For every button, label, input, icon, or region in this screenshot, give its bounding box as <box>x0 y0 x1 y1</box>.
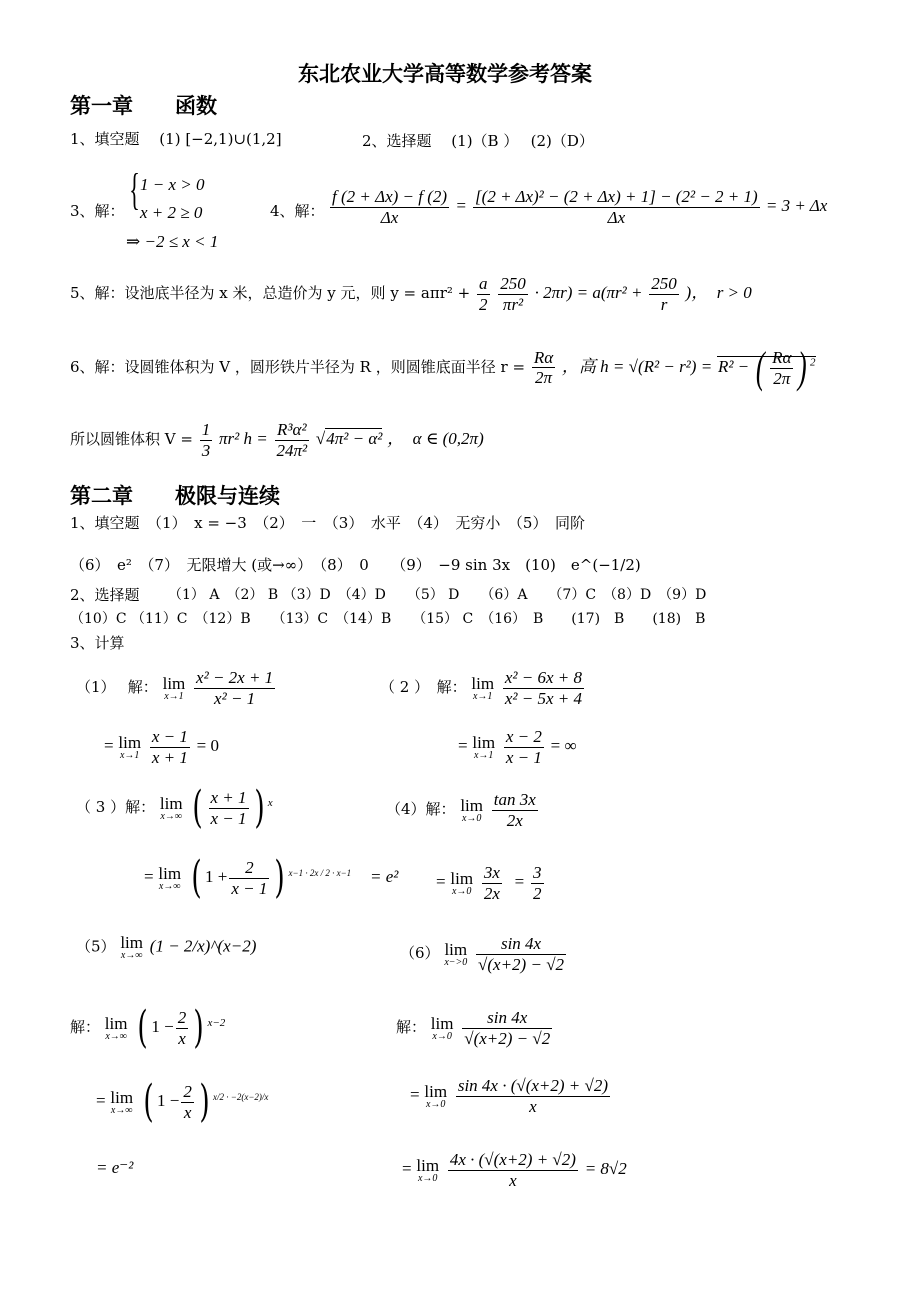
fraction <box>194 668 275 708</box>
lim-sub: x−>0 <box>444 956 468 968</box>
ch1-q4-label: 4、解： <box>270 202 325 220</box>
numerator: R³α² <box>275 420 310 441</box>
p5-statement <box>76 934 256 961</box>
numerator: 4x · (√(x+2) + √2) <box>449 1150 576 1169</box>
numerator: a <box>479 274 488 293</box>
fraction <box>498 274 528 314</box>
denominator: x <box>529 1096 537 1116</box>
q6-text: 6、解：设圆锥体积为 V ，圆形铁片半径为 R ，则圆锥底面半径 r = <box>70 357 526 376</box>
numerator: tan 3x <box>493 790 536 809</box>
p4-row2: = lim x→0 $\frac{3x}{2x}$ = $\frac{3}{2}$ <box>436 863 542 903</box>
sol5-result: = e⁻² <box>96 1158 134 1177</box>
lim-sub: x→∞ <box>158 880 181 892</box>
fraction <box>532 348 555 388</box>
lim-word: lim <box>118 732 142 752</box>
fraction <box>482 863 502 903</box>
denominator: x <box>183 1102 192 1122</box>
numerator: x + 1 <box>210 787 247 807</box>
lim <box>160 795 183 822</box>
equals: = <box>514 872 525 892</box>
lim <box>158 865 181 892</box>
paren-left: ( <box>756 343 766 392</box>
page-title: 东北农业大学高等数学参考答案 <box>298 62 592 86</box>
ch1-q3-line3: ⇒ −2 ≤ x < 1 <box>126 232 219 251</box>
p5-label: （5） <box>76 937 116 956</box>
q5-text: 5、解：设池底半径为 x 米，总造价为 y 元，则 y = aπr² + <box>70 284 471 303</box>
lim <box>471 675 494 702</box>
p4-label: （4）解： <box>386 800 456 819</box>
lim-sub: x→0 <box>417 1172 438 1184</box>
paren-left: ( <box>192 782 204 833</box>
denominator: x² − 1 <box>214 688 256 708</box>
sol6-result: = 8√2 <box>584 1159 627 1179</box>
sol5-exponent: x−2 <box>207 1017 226 1029</box>
denominator: x − 1 <box>231 878 268 898</box>
paren-right: ) <box>274 852 286 903</box>
sqrt-text: R² − <box>717 356 754 376</box>
denominator: 3 <box>201 440 211 460</box>
fraction <box>176 1008 189 1048</box>
fraction <box>229 858 269 898</box>
ch1-q7: 所以圆锥体积 V = $\frac{1}{3}$ πr² h = $\frac{\text{R³α²}}{\text{24π²}}$ √4π² − α² ， α ∈ (0,2π) <box>70 420 484 460</box>
lim <box>105 1015 128 1042</box>
p1-row1 <box>76 668 277 708</box>
paren-left: ( <box>191 852 202 903</box>
numerator: x − 1 <box>151 727 188 746</box>
q6-height: ，高 h = √(R² − r²) = <box>561 356 713 376</box>
denominator: 2x <box>483 883 500 903</box>
sol5-label: 解： <box>70 1018 101 1036</box>
sol6-label: 解： <box>396 1018 427 1037</box>
denominator: 2x <box>506 810 523 830</box>
q7-mid: πr² h = <box>219 429 268 449</box>
p5-expr: (1 − 2/x)^(x−2) <box>149 936 257 956</box>
fraction <box>181 1082 194 1122</box>
ch2-choice-line2: （10）C （11）C （12）B （13）C （14）B （15） C （16） B (17) B (18) B <box>70 611 706 627</box>
paren-left: ( <box>143 1076 154 1127</box>
p1-row2: = lim x→1 $\frac{x - 1}{x + 1}$ = 0 <box>104 727 219 767</box>
ch2-fill-line1: 1、填空题 （1） x = −3 （2） 一 （3） 水平 （4） 无穷小 （5） 同阶 <box>70 514 585 532</box>
lim <box>118 734 141 761</box>
denominator: 2π <box>534 368 552 388</box>
lim-sub: x→1 <box>164 690 184 702</box>
q7-sqrt: 4π² − α² <box>326 429 383 449</box>
denominator: x − 1 <box>505 747 542 767</box>
ch2-calc-label: 3、计算 <box>70 634 125 652</box>
q7-text: 所以圆锥体积 V = <box>70 430 193 449</box>
denominator: 2 <box>533 883 542 903</box>
numerator: 2 <box>177 1007 187 1027</box>
denominator: 2 <box>479 294 488 314</box>
denominator: √(x+2) − √2 <box>464 1028 551 1048</box>
ch1-q1: 1、填空题 (1) [−2,1)∪(1,2] <box>70 130 282 148</box>
brace-left: { <box>129 165 140 214</box>
lim <box>120 934 143 961</box>
p2-row2: = lim x→1 $\frac{x - 2}{x - 1}$ = ∞ <box>458 727 577 767</box>
fraction <box>209 788 249 828</box>
lim <box>450 870 473 897</box>
ch1-q3-label: 3、解： <box>70 202 125 220</box>
lim-word: lim <box>472 732 496 752</box>
lim-sub: x→1 <box>473 749 494 761</box>
p4-row1 <box>386 790 540 830</box>
lim-sub: x→1 <box>119 749 140 761</box>
ch2-choice-label: 2、选择题 <box>70 586 140 604</box>
numerator: [(2 + Δx)² − (2 + Δx) + 1] − (2² − 2 + 1) <box>475 187 758 206</box>
numerator: 3 <box>533 863 542 882</box>
lim-word: lim <box>159 793 183 813</box>
lim-word: lim <box>162 673 186 693</box>
lim-word: lim <box>416 1155 440 1175</box>
numerator: 1 <box>201 420 211 439</box>
lim-word: lim <box>460 795 483 815</box>
numerator: sin 4x <box>462 1008 552 1029</box>
lim-word: lim <box>110 1087 134 1107</box>
fraction <box>200 420 213 460</box>
ch1-q4-expr: $\frac{f (2 + \Delta x) - f (2)}{\Delta x}$ = $\frac{\text{[(2 + Δx)² − (2 + Δx) + 1] − (2² − 2 + 1)}}{\Delta x}$ = 3 + Δx <box>332 187 828 227</box>
numerator: f (2 + Δx) − f (2) <box>332 187 448 206</box>
q7-tail: ， α ∈ (0,2π) <box>387 429 484 449</box>
ch1-q2: 2、选择题 (1)（B ） (2)（D） <box>362 132 594 150</box>
p2-row1 <box>380 668 586 708</box>
fraction <box>492 790 538 830</box>
numerator: 250 <box>651 274 677 293</box>
exponent: 2 <box>810 356 816 369</box>
p6-label: （6） <box>400 944 440 963</box>
ch1-q3-line2: x + 2 ≥ 0 <box>140 203 203 222</box>
result: = 3 + Δx <box>765 195 828 215</box>
p3-row1: （ 3 ）解： lim x→∞ ( $\frac{x + 1}{x - 1}$ ) $^x$ <box>76 782 273 833</box>
numerator: 2 <box>229 858 269 879</box>
p2-label: （ 2 ） 解： <box>380 678 467 697</box>
denominator: x <box>509 1170 517 1190</box>
lim-word: lim <box>471 673 495 693</box>
q5-tail: )， r > 0 <box>685 283 752 303</box>
fraction <box>476 934 566 974</box>
lim <box>444 941 467 968</box>
ch1-q6 <box>70 343 816 392</box>
paren-right: ) <box>199 1076 210 1127</box>
denominator: 2π <box>773 368 791 388</box>
lim-sub: x→∞ <box>105 1030 127 1042</box>
ch1-q5 <box>70 274 752 314</box>
denominator: Δx <box>380 207 399 227</box>
sol6-row2: = lim x→0 $\frac{\sin 4x \cdot (√(x+2) + √2)}{x}$ <box>410 1076 609 1116</box>
chapter1-heading: 第一章 函数 <box>70 94 217 118</box>
paren-right: ) <box>193 1002 205 1053</box>
numerator: 250 <box>500 274 526 293</box>
numerator: sin 4x <box>476 934 566 955</box>
denominator: x − 1 <box>210 808 247 828</box>
paren-right: ) <box>253 782 265 833</box>
q5-mid: · 2πr) = a(πr² + <box>534 283 643 303</box>
denominator: x <box>178 1028 186 1048</box>
p3-label: （ 3 ）解： <box>76 798 156 816</box>
p2-result: = ∞ <box>550 736 577 756</box>
sol5-exponent2: x/2 · −2(x−2)/x <box>213 1092 269 1102</box>
fraction <box>330 187 449 227</box>
numerator: x² − 2x + 1 <box>196 668 274 687</box>
lim <box>472 734 495 761</box>
lim-word: lim <box>158 863 182 883</box>
sol6-row3: = lim x→0 $\frac{4x \cdot (√(x+2) + √2)}{x}$ = 8√2 <box>402 1150 627 1190</box>
fraction <box>503 668 584 708</box>
paren-right: ) <box>798 343 808 392</box>
lim-word: lim <box>444 939 468 959</box>
fraction <box>456 1076 610 1116</box>
sol5-row1: 解： lim x→∞ ( 1 − $\frac{2}{x}$ ) $^{x-2}$ <box>70 1002 226 1053</box>
fraction <box>770 348 793 388</box>
denominator: √(x+2) − √2 <box>478 954 565 974</box>
p3-row2: = lim x→∞ ( 1 + $\frac{2}{x - 1}$ ) $^{x-1 \cdot 2x / 2 \cdot x-1}$ = e² <box>144 852 399 903</box>
lim-word: lim <box>104 1013 128 1033</box>
fraction <box>473 187 760 227</box>
p6-statement <box>400 934 568 974</box>
lim-sub: x→∞ <box>120 950 143 961</box>
p3-result: = e² <box>369 867 399 886</box>
denominator: x + 1 <box>151 747 188 767</box>
numerator: Rα <box>533 347 554 367</box>
lim-sub: x→0 <box>425 1098 446 1110</box>
denominator: x² − 5x + 4 <box>504 688 582 708</box>
lim-sub: x→0 <box>461 812 482 824</box>
numerator: x − 2 <box>505 727 542 746</box>
denominator: 24π² <box>276 440 308 460</box>
fraction <box>150 727 190 767</box>
lim <box>424 1083 447 1110</box>
lim-sub: x→0 <box>451 885 472 897</box>
numerator: x² − 6x + 8 <box>504 668 582 687</box>
p1-label: （1） 解： <box>76 678 158 697</box>
fraction <box>448 1150 578 1190</box>
lim-sub: x→0 <box>432 1030 452 1042</box>
lim-word: lim <box>430 1013 454 1033</box>
lim <box>416 1157 439 1184</box>
numerator: 3x <box>483 863 500 882</box>
lim <box>431 1015 454 1042</box>
lim-word: lim <box>120 933 143 952</box>
lim <box>460 797 483 824</box>
lim-sub: x→∞ <box>160 810 182 822</box>
numerator: 2 <box>183 1081 192 1101</box>
fraction <box>531 863 544 903</box>
lim-word: lim <box>424 1081 448 1101</box>
sol5-row2: = lim x→∞ ( 1 − $\frac{2}{x}$ ) $^{x/2 \cdot -2(x-2)/x}$ <box>96 1076 269 1127</box>
fraction <box>649 274 679 314</box>
lim-sub: x→∞ <box>110 1104 133 1116</box>
fraction <box>504 727 544 767</box>
fraction <box>462 1008 552 1048</box>
lim-word: lim <box>450 868 474 888</box>
p1-result: = 0 <box>196 736 219 756</box>
lim-sub: x→1 <box>472 690 493 702</box>
fraction <box>477 274 490 314</box>
sol6-row1 <box>396 1008 554 1048</box>
ch2-choice-line1: （1） A （2） B （3）D （4）D （5） D （6）A （7）C （8）D （9）D <box>168 587 707 603</box>
chapter2-heading: 第二章 极限与连续 <box>70 484 280 508</box>
p3-exponent: x−1 · 2x / 2 · x−1 <box>288 868 352 878</box>
numerator: Rα <box>772 347 792 367</box>
numerator: sin 4x · (√(x+2) + √2) <box>457 1076 609 1095</box>
lim <box>163 675 186 702</box>
denominator: r <box>660 294 668 314</box>
paren-left: ( <box>137 1002 148 1053</box>
ch2-fill-line2: （6） e² （7） 无限增大 (或→∞） （8） 0 （9） −9 sin 3x (10) e^(−1/2) <box>70 556 641 574</box>
ch1-q3-line1: 1 − x > 0 <box>140 175 205 194</box>
denominator: πr² <box>502 294 524 314</box>
lim <box>110 1089 133 1116</box>
denominator: Δx <box>607 207 626 227</box>
fraction <box>275 420 310 460</box>
